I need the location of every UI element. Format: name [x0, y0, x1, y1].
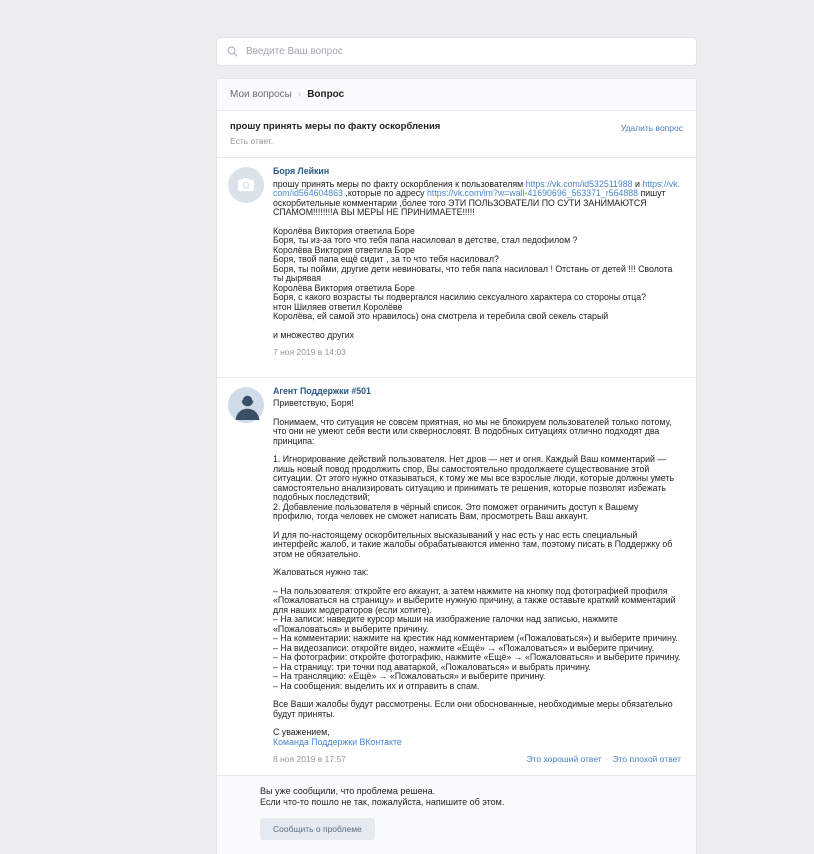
text-segment: Боря, ты из-за того что тебя папа насиловал в детстве, стал педофилом ? — [273, 235, 578, 245]
message — [217, 158, 696, 368]
message-paragraph — [273, 227, 681, 322]
timestamp: 8 ноя 2019 в 17:57 — [273, 754, 346, 764]
author-link[interactable]: Агент Поддержки #501 — [273, 385, 371, 396]
message-paragraph — [273, 180, 681, 218]
answer-feedback — [526, 755, 681, 765]
text-segment: – На пользователя: откройте его аккаунт, а затем нажмите на кнопку под фотографией профиля «Пожаловаться на страницу» и выберите нужную причину, а также оставьте краткий комментарий для наших модераторов (если хотите). — [273, 585, 676, 615]
message-body — [273, 167, 681, 368]
breadcrumb-current: Вопрос — [307, 89, 345, 100]
text-segment: – На комментарии: нажмите на крестик над комментарием («Пожаловаться») и выберите причину. — [273, 633, 678, 643]
message — [217, 378, 696, 775]
inline-link[interactable]: https://vk.com/id532511988 — [525, 178, 633, 189]
text-segment: Боря, с какого возрасты ты подвергался насилию сексуалного характера со стороны отца? — [273, 292, 647, 302]
message-paragraph — [273, 418, 681, 447]
message-paragraph — [273, 331, 681, 341]
text-segment: 2. Добавление пользователя в чёрный список. Это поможет ограничить доступ к Вашему профилю, тогда человек не сможет написать Вам, просмотреть Ваш аккаунт. — [273, 501, 639, 521]
message-paragraph — [273, 700, 681, 719]
search-input[interactable] — [246, 46, 686, 57]
text-segment: 1. Игнорирование действий пользователя. Нет дров — нет и огня. Каждый Ваш комментарий — лишь новый повод продолжить спор, Вы самостоятельно продолжаете существование этой ситуации. От этого нужно отказываться, к тому же мы все взрослые люди, которые должны уметь самостоятельно анализировать ситуацию и принимать те решения, которые позволят избежать подобных последствий; — [273, 454, 675, 502]
bad-answer-link[interactable]: Это плохой ответ — [612, 754, 681, 764]
message-thread — [217, 158, 696, 775]
message-line — [273, 700, 681, 719]
message-line — [273, 615, 681, 634]
message-body — [273, 387, 681, 775]
message-line — [273, 531, 681, 560]
text-segment: пишут оскорбительные комментарии ,более того ЭТИ ПОЛЬЗОВАТЕЛИ ПО СУТИ ЗАНИМАЮТСЯ СПАМОМ!!!!!!!!А ВЫ МЕРЫ НЕ ПРИНИМАЕТЕ!!!!! — [273, 188, 666, 217]
text-segment: И для по-настоящему оскорбительных высказываний у нас есть у нас есть специальный интерфейс жалоб, и такие жалобы обрабатываются именно там, поэтому писать в Поддержку об этом не обязательно. — [273, 529, 673, 559]
question-title: прошу принять меры по факту оскорбления — [230, 121, 441, 132]
message-line — [273, 503, 681, 522]
message-line — [273, 568, 681, 578]
text-segment: Боря, твой папа ещё сидит , за то что тебя насиловал? — [273, 254, 499, 264]
text-segment: ,которые по адресу — [342, 188, 428, 198]
feedback-separator: · — [605, 754, 609, 764]
message-paragraph — [273, 728, 681, 747]
text-segment: – На страницу: три точки под аватаркой, «Пожаловаться» и выбрать причину. — [273, 661, 591, 672]
text-segment: – На записи: наведите курсор мыши на изображение галочки над записью, нажмите «Пожаловаться» и выберите причину. — [273, 614, 618, 634]
text-segment: – На фотографии: откройте фотографию, нажмите «Ещё» → «Пожаловаться» и выберите причину. — [273, 652, 681, 662]
text-segment: – На сообщения: выделить их и отправить в спам. — [273, 680, 480, 691]
text-segment: Понимаем, что ситуация не совсем приятная, но мы не блокируем пользователей только потому, что они не умеют себя вести или сквернословят. В подобных ситуациях отлично подходят два принципа: — [273, 416, 672, 446]
text-segment: С уважением, — [273, 727, 330, 737]
text-segment: и — [632, 178, 643, 189]
message-line — [273, 738, 681, 748]
text-segment: Приветствую, Боря! — [273, 398, 354, 408]
text-segment: Королёва Виктория ответила Боре — [273, 282, 415, 293]
chevron-right-icon: › — [297, 89, 302, 100]
message-paragraph — [273, 399, 681, 409]
question-header — [217, 111, 696, 158]
report-problem-button[interactable]: Сообщить о проблеме — [260, 818, 375, 840]
message-meta — [273, 348, 681, 368]
message-paragraph — [273, 455, 681, 522]
breadcrumb-my-questions[interactable]: Мои вопросы — [230, 89, 292, 100]
message-paragraph — [273, 531, 681, 560]
text-segment: Жаловаться нужно так: — [273, 567, 369, 577]
good-answer-link[interactable]: Это хороший ответ — [526, 754, 602, 764]
timestamp: 7 ноя 2019 в 14:03 — [273, 347, 346, 357]
message-line — [273, 265, 681, 284]
question-card — [216, 78, 697, 854]
text-segment: Королёва, ей самой это нравилось) она смотрела и теребила свой секель старый — [273, 311, 609, 321]
message-line — [273, 418, 681, 447]
resolved-footer — [217, 775, 696, 854]
message-line — [273, 180, 681, 218]
text-segment: Королёва Виктория ответила Боре — [273, 225, 415, 236]
camera-avatar[interactable] — [228, 167, 264, 203]
text-segment: Боря, ты пойми, другие дети невиноваты, что тебя папа насиловал ! Отстань от детей !!! Сволота ты дырявая — [273, 263, 673, 283]
breadcrumb — [217, 79, 696, 111]
inline-link[interactable]: https://vk.com/im?w=wall-41690696_563371_r564888 — [427, 188, 639, 198]
delete-question-link[interactable]: Удалить вопрос — [620, 123, 683, 133]
author-link[interactable]: Боря Лейкин — [273, 166, 330, 176]
support-agent-avatar[interactable] — [228, 387, 264, 423]
resolved-line2: Если что-то пошло не так, пожалуйста, напишите об этом. — [260, 797, 505, 807]
text-segment: нтон Шиляев ответил Королёве — [273, 301, 403, 312]
text-segment: – На видеозаписи: откройте видео, нажмите «Ещё» → «Пожаловаться» и выберите причину. — [273, 642, 654, 653]
question-status: Есть ответ. — [230, 136, 274, 146]
question-search-bar[interactable] — [216, 37, 697, 66]
message-line — [273, 331, 681, 341]
inline-link[interactable]: https://vk.com/id564604863 — [273, 178, 681, 198]
text-segment: – На трансляцию: «Ещё» → «Пожаловаться» и выберите причину. — [273, 671, 546, 681]
search-icon — [227, 46, 238, 57]
text-segment: и множество других — [273, 329, 355, 340]
message-line — [273, 312, 681, 322]
message-paragraph — [273, 568, 681, 578]
text-segment: Все Ваши жалобы будут рассмотрены. Если они обоснованные, необходимые меры обязательно будут приняты. — [273, 699, 673, 719]
message-paragraph — [273, 587, 681, 692]
text-segment: прошу принять меры по факту оскорбления к пользователям — [273, 178, 526, 189]
text-segment: Королёва Виктория ответила Боре — [273, 244, 415, 255]
message-line — [273, 587, 681, 616]
message-line — [273, 455, 681, 503]
resolved-line1: Вы уже сообщили, что проблема решена. — [260, 785, 436, 796]
inline-link[interactable]: Команда Поддержки ВКонтакте — [273, 736, 402, 747]
message-line — [273, 682, 681, 692]
message-meta — [273, 755, 681, 775]
message-line — [273, 399, 681, 409]
